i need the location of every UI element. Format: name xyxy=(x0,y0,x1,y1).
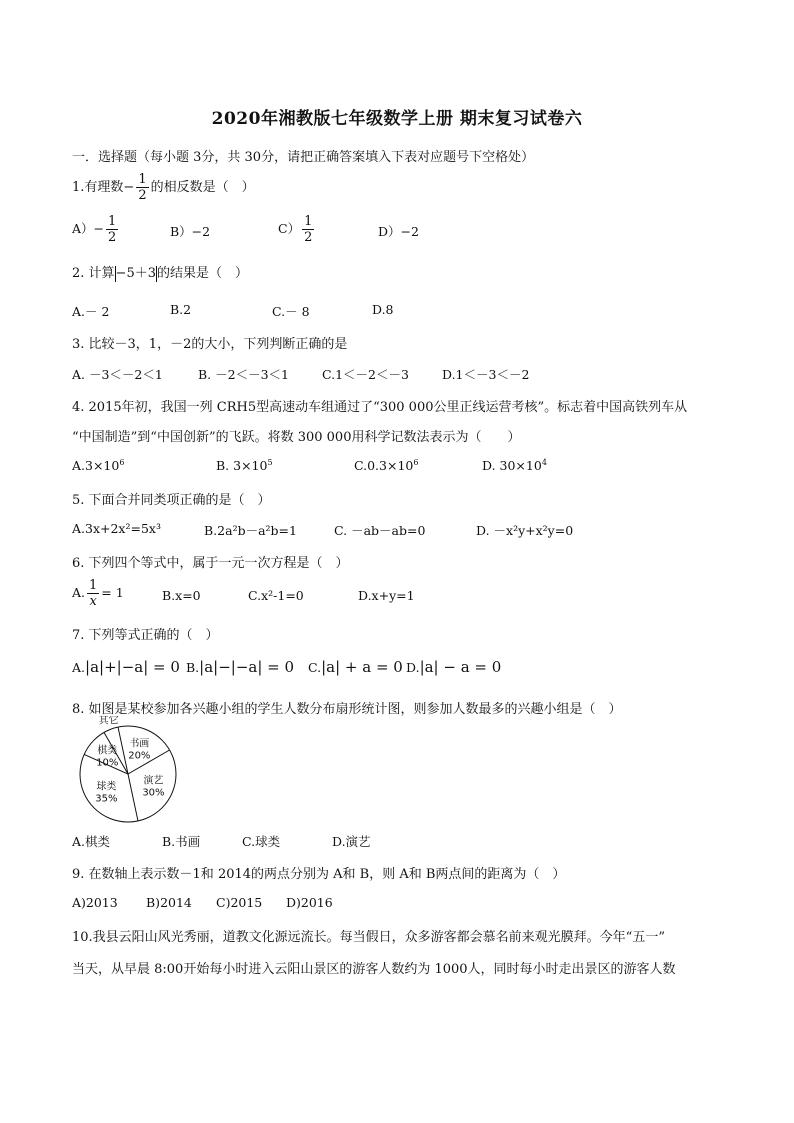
q5-option-a: A.3x+2x²=5x³ xyxy=(72,521,161,536)
q7-option-a xyxy=(72,658,180,676)
q1-text-post: 的相反数是（ ） xyxy=(150,180,255,195)
question-5: 5. 下面合并同类项正确的是（ ） xyxy=(72,493,271,508)
q5-option-b: B.2a²b－a²b=1 xyxy=(204,523,297,538)
q7-d-expression: |a| − a = 0 xyxy=(419,658,502,676)
q2-text-post: 的结果是（ ） xyxy=(156,266,248,281)
q1-denominator: 2 xyxy=(138,188,147,203)
q1-c-denominator: 2 xyxy=(304,230,313,245)
q7-b-label: B. xyxy=(186,660,200,675)
q1-numerator: 1 xyxy=(138,172,147,187)
question-3: 3. 比较－3，1，－2的大小，下列判断正确的是 xyxy=(72,337,348,352)
pie-label-4: 棋类 xyxy=(97,745,118,757)
q1-option-b: B）−2 xyxy=(170,224,211,239)
q1-c-fraction xyxy=(302,214,314,245)
q6-a-numerator: 1 xyxy=(89,578,98,593)
pie-value-1: 20% xyxy=(128,750,151,762)
q4-a-exponent: 6 xyxy=(119,457,125,467)
q6-a-label: A. xyxy=(72,585,86,600)
q1-option-d: D）−2 xyxy=(378,224,419,239)
q1-minus: − xyxy=(123,180,135,195)
q2-option-d: D.8 xyxy=(372,302,394,317)
pie-slices xyxy=(80,716,176,822)
pie-value-4: 10% xyxy=(96,757,119,769)
section-heading: 一．选择题（每小题 3分，共 30分，请把正确答案填入下表对应题号下空格处） xyxy=(72,150,535,165)
q4-b-exponent: 5 xyxy=(267,457,273,467)
q4-b-base: B. 3×10 xyxy=(216,458,268,473)
q7-b-expression: |a|−|−a| = 0 xyxy=(199,658,295,676)
q4-a-base: A.3×10 xyxy=(72,458,120,473)
q8-option-a: A.棋类 xyxy=(72,834,111,849)
q8-option-d: D.演艺 xyxy=(332,834,371,849)
question-10-line-1: 10.我县云阳山风光秀丽，道教文化源远流长。每当假日，众多游客都会慕名前来观光膜拜。今年“五一” xyxy=(72,930,665,945)
q9-option-a: A)2013 xyxy=(72,895,118,910)
q4-option-c xyxy=(354,458,418,473)
q8-option-b: B.书画 xyxy=(162,834,201,849)
pie-label-2: 演艺 xyxy=(143,775,164,787)
q1-a-denominator: 2 xyxy=(108,230,117,245)
q1-a-numerator: 1 xyxy=(108,214,117,229)
question-8: 8. 如图是某校参加各兴趣小组的学生人数分布扇形统计图，则参加人数最多的兴趣小组是（ ） xyxy=(72,702,622,717)
pie-label-1: 书画 xyxy=(129,738,150,750)
q3-option-a: A. －3＜－2＜1 xyxy=(72,367,163,382)
q1-option-a xyxy=(72,214,120,245)
q7-option-c xyxy=(308,658,403,676)
q4-option-b xyxy=(216,458,273,473)
q8-option-c: C.球类 xyxy=(242,834,281,849)
question-4-line-2: “中国制造”到“中国创新”的飞跃。将数 300 000用科学记数法表示为（ ） xyxy=(72,430,521,445)
q1-option-c xyxy=(278,214,316,245)
q4-option-a xyxy=(72,458,124,473)
question-7: 7. 下列等式正确的（ ） xyxy=(72,628,219,643)
q2-expression: −5＋3 xyxy=(115,266,156,281)
q9-option-c: C)2015 xyxy=(216,895,263,910)
pie-label-0: 其它 xyxy=(98,716,119,727)
q1-c-label: C） xyxy=(278,221,301,236)
q2-option-b: B.2 xyxy=(170,302,192,317)
q1-a-label: A） xyxy=(72,221,94,236)
q5-option-c: C. －ab－ab=0 xyxy=(334,523,426,538)
q5-option-d: D. －x²y+x²y=0 xyxy=(476,523,574,538)
q3-option-b: B. －2＜－3＜1 xyxy=(198,367,289,382)
question-6: 6. 下列四个等式中，属于一元一次方程是（ ） xyxy=(72,556,349,571)
question-1 xyxy=(72,172,255,203)
q7-c-label: C. xyxy=(308,660,322,675)
q4-d-exponent: 4 xyxy=(541,457,547,467)
q1-text: 1.有理数 xyxy=(72,180,124,195)
q7-a-label: A. xyxy=(72,660,86,675)
q2-option-c: C.－ 8 xyxy=(272,304,310,319)
q6-option-c: C.x²-1=0 xyxy=(248,588,304,603)
q1-a-fraction xyxy=(106,214,118,245)
q4-d-base: D. 30×10 xyxy=(482,458,542,473)
q7-a-expression: |a|+|−a| = 0 xyxy=(85,658,180,676)
question-4-line-1: 4. 2015年初，我国一列 CRH5型高速动车组通过了“300 000公里正线运营考核”。标志着中国高铁列车从 xyxy=(72,400,688,415)
q4-c-exponent: 6 xyxy=(413,457,419,467)
question-2 xyxy=(72,262,248,282)
q1-c-numerator: 1 xyxy=(304,214,313,229)
q6-a-fraction xyxy=(87,578,99,609)
q9-option-d: D)2016 xyxy=(286,895,333,910)
q3-option-d: D.1＜－3＜－2 xyxy=(442,367,530,382)
q4-option-d xyxy=(482,458,547,473)
q7-option-b xyxy=(186,658,294,676)
q6-option-d: D.x+y=1 xyxy=(358,588,415,603)
q2-option-a: A.－ 2 xyxy=(72,304,110,319)
pie-label-3: 球类 xyxy=(96,781,117,793)
page-title: 2020年湘教版七年级数学上册 期末复习试卷六 xyxy=(211,109,583,129)
question-10-line-2: 当天，从早晨 8:00开始每小时进入云阳山景区的游客人数约为 1000人，同时每小时走出景区的游客人数 xyxy=(72,962,676,977)
pie-chart xyxy=(70,716,190,824)
q7-option-d xyxy=(406,658,501,676)
question-9: 9. 在数轴上表示数－1和 2014的两点分别为 A和 B，则 A和 B两点间的距离为（ ） xyxy=(72,867,566,882)
q9-option-b: B)2014 xyxy=(146,895,192,910)
q4-c-base: C.0.3×10 xyxy=(354,458,414,473)
q6-a-denominator: x xyxy=(89,594,97,609)
q1-fraction xyxy=(136,172,148,203)
q6-option-a xyxy=(72,578,124,609)
q6-option-b: B.x=0 xyxy=(162,588,201,603)
q7-d-label: D. xyxy=(406,660,420,675)
q1-a-minus: − xyxy=(93,221,105,236)
q2-text: 2. 计算 xyxy=(72,266,115,281)
pie-value-2: 30% xyxy=(142,787,165,799)
q7-c-expression: |a| + a = 0 xyxy=(321,658,403,676)
pie-value-3: 35% xyxy=(95,793,118,805)
q6-a-rhs: = 1 xyxy=(101,585,124,600)
q3-option-c: C.1＜－2＜－3 xyxy=(322,367,409,382)
